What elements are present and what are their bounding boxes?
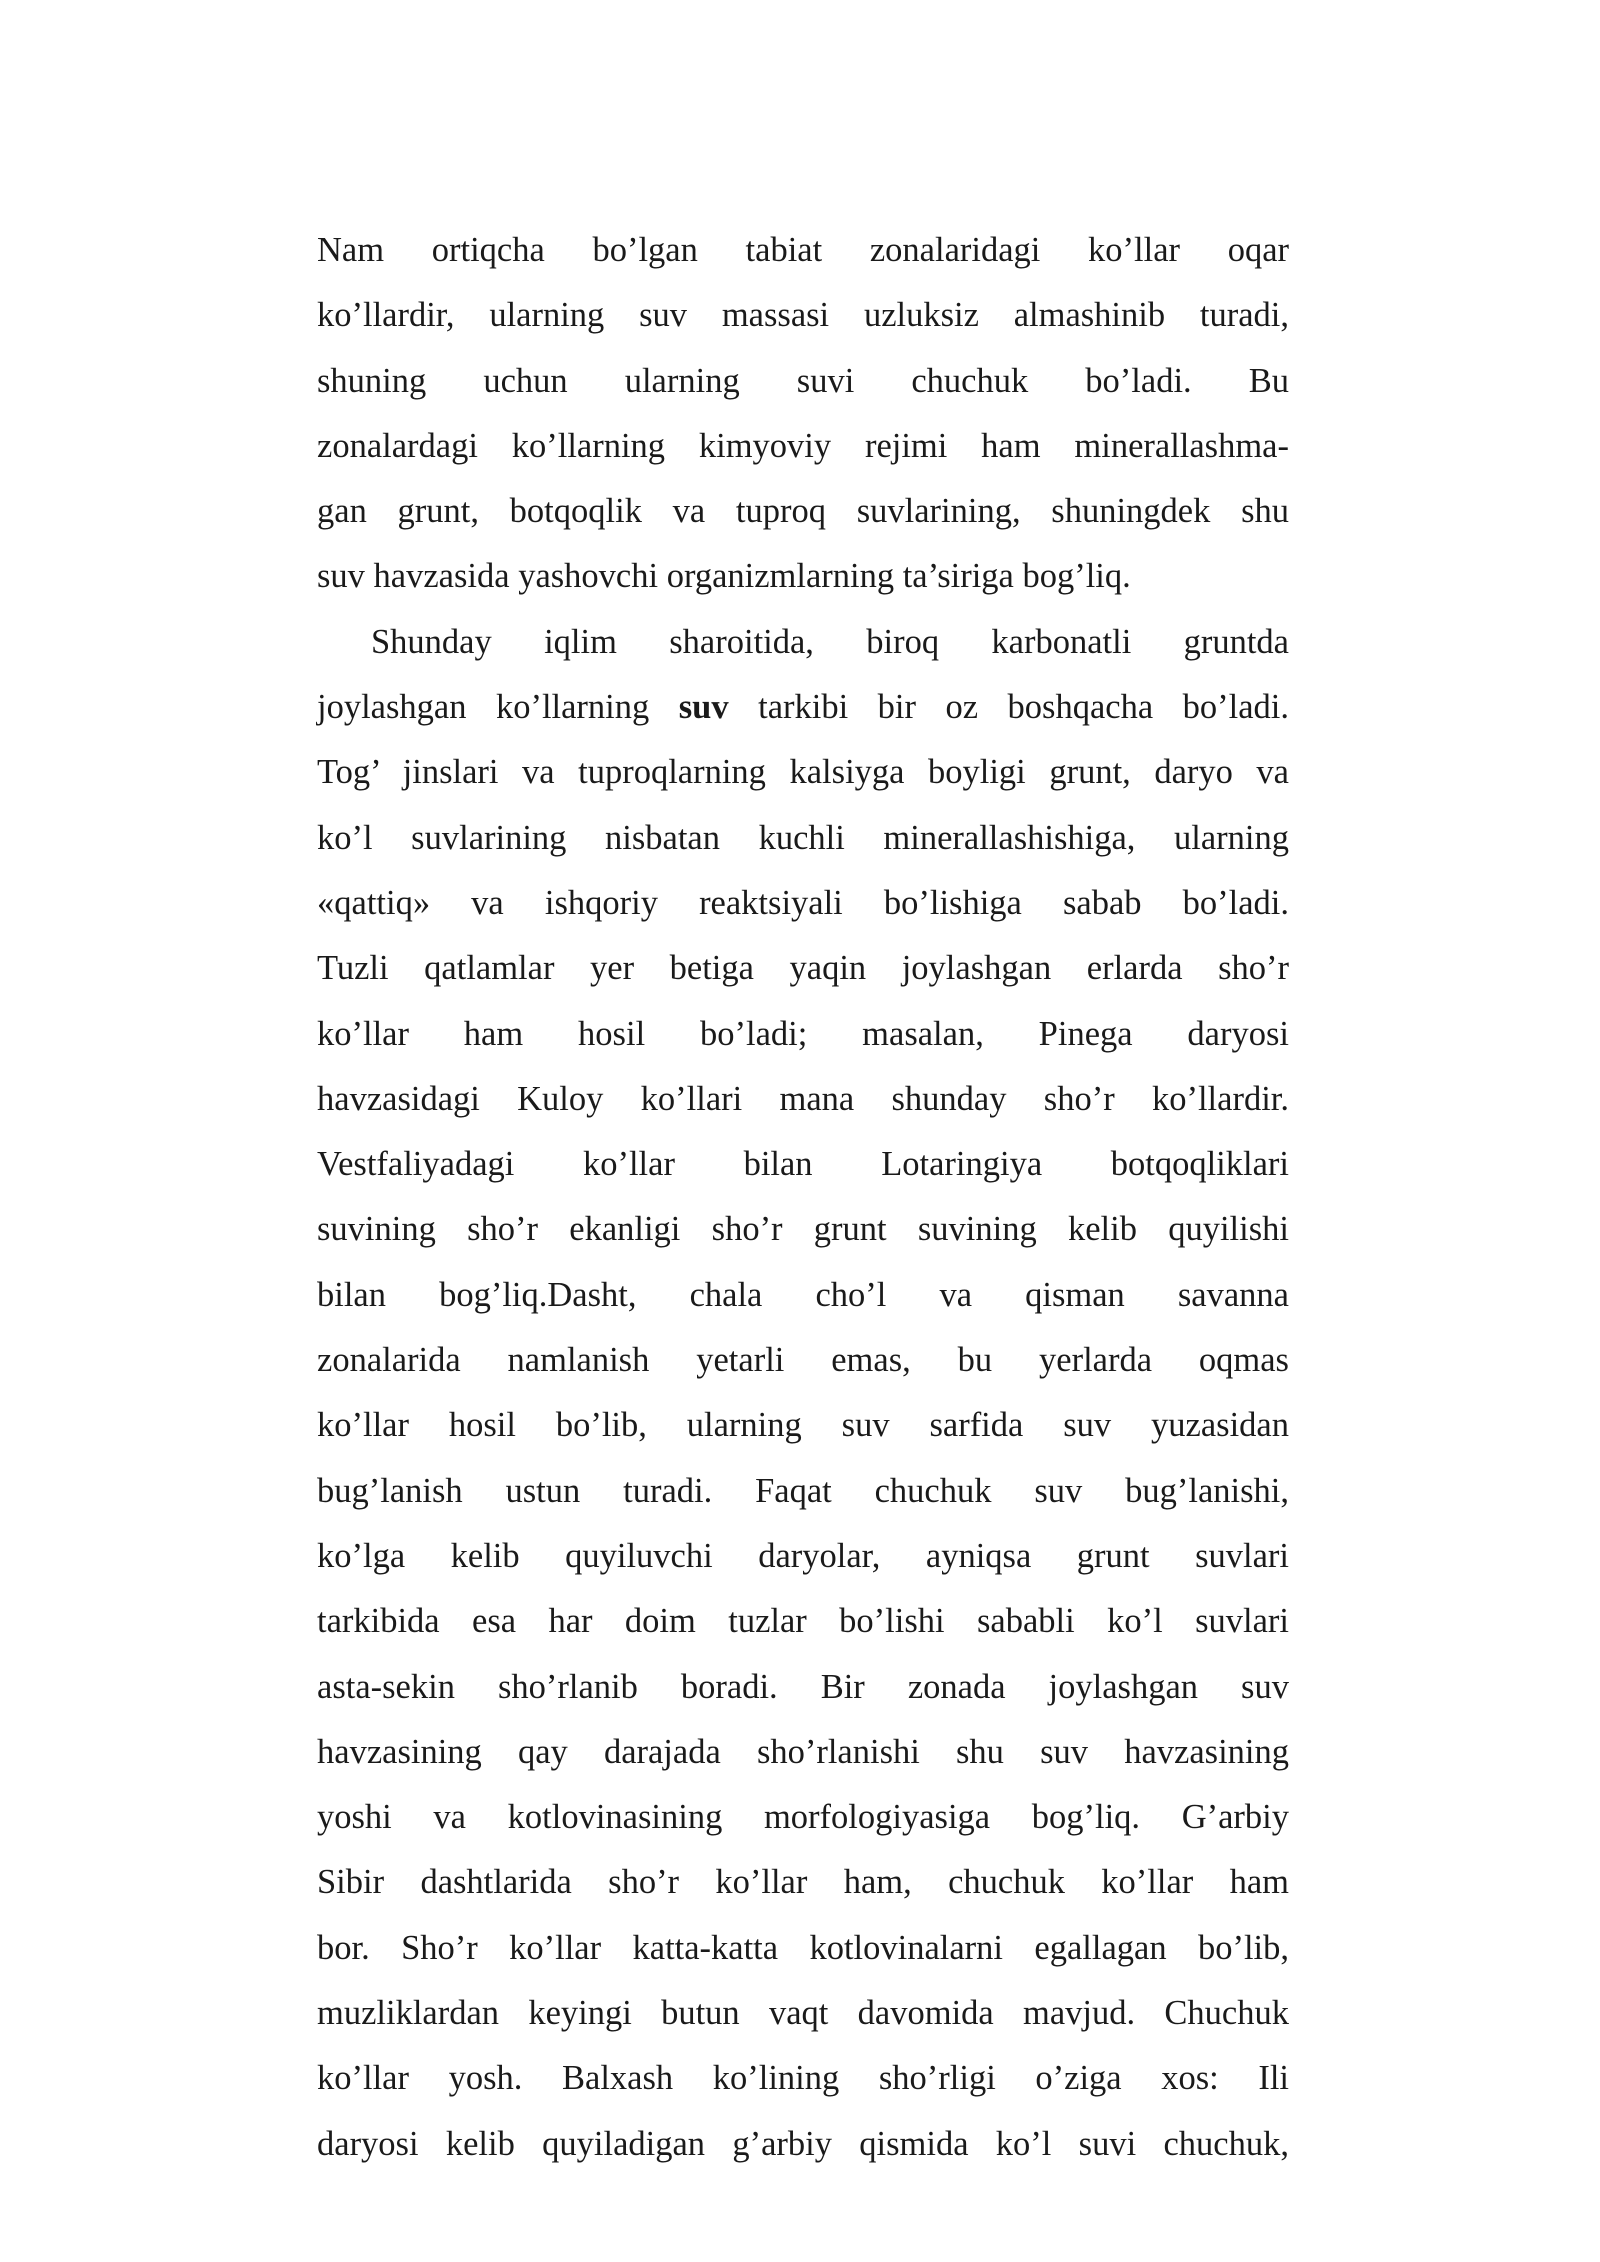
text-line: muzliklardan keyingi butun vaqt davomida mavjud. Chuchuk (317, 1994, 1289, 2033)
text-line: Sibir dashtlarida sho’r ko’llar ham, chuchuk ko’llar ham (317, 1863, 1289, 1902)
text-line: bug’lanish ustun turadi. Faqat chuchuk suv bug’lanishi, (317, 1471, 1289, 1510)
text-fragment: tarkibi bir oz boshqacha bo’ladi. (728, 688, 1289, 727)
text-fragment: joylashgan ko’llarning (317, 688, 679, 727)
body-text (317, 218, 1289, 2177)
text-line: bor. Sho’r ko’llar katta-katta kotlovinalarni egallagan bo’lib, (317, 1928, 1289, 1967)
text-line: shuning uchun ularning suvi chuchuk bo’ladi. Bu (317, 361, 1289, 400)
text-line: ko’llar yosh. Balxash ko’lining sho’rligi o’ziga xos: Ili (317, 2059, 1289, 2098)
text-line: Vestfaliyadagi ko’llar bilan Lotaringiya botqoqliklari (317, 1145, 1289, 1184)
text-line: suv havzasida yashovchi organizmlarning ta’siriga bog’liq. (317, 557, 1131, 596)
text-line: ko’lga kelib quyiluvchi daryolar, ayniqsa grunt suvlari (317, 1536, 1289, 1575)
text-line: Tog’ jinslari va tuproqlarning kalsiyga boyligi grunt, daryo va (317, 753, 1289, 792)
text-line: gan grunt, botqoqlik va tuproq suvlarining, shuningdek shu (317, 492, 1289, 531)
text-line: ko’llardir, ularning suv massasi uzluksiz almashinib turadi, (317, 296, 1289, 335)
text-line: zonalarida namlanish yetarli emas, bu yerlarda oqmas (317, 1341, 1289, 1380)
text-line: bilan bog’liq.Dasht, chala cho’l va qisman savanna (317, 1275, 1289, 1314)
text-line: tarkibida esa har doim tuzlar bo’lishi sababli ko’l suvlari (317, 1602, 1289, 1641)
text-line: havzasidagi Kuloy ko’llari mana shunday sho’r ko’llardir. (317, 1079, 1289, 1118)
paragraph-1 (317, 218, 1289, 610)
text-line: asta-sekin sho’rlanib boradi. Bir zonada joylashgan suv (317, 1667, 1289, 1706)
text-line: ko’llar ham hosil bo’ladi; masalan, Pinega daryosi (317, 1014, 1289, 1053)
text-line: zonalardagi ko’llarning kimyoviy rejimi ham minerallashma- (317, 426, 1289, 465)
text-line: Nam ortiqcha bo’lgan tabiat zonalaridagi ko’llar oqar (317, 231, 1289, 269)
paragraph-2 (317, 610, 1289, 2177)
text-line (317, 675, 1289, 740)
text-line: «qattiq» va ishqoriy reaktsiyali bo’lishiga sabab bo’ladi. (317, 883, 1289, 922)
text-line: yoshi va kotlovinasining morfologiyasiga bog’liq. G’arbiy (317, 1798, 1289, 1837)
text-line: havzasining qay darajada sho’rlanishi shu suv havzasining (317, 1732, 1289, 1771)
text-line: daryosi kelib quyiladigan g’arbiy qismida ko’l suvi chuchuk, (317, 2124, 1289, 2163)
text-line: ko’llar hosil bo’lib, ularning suv sarfida suv yuzasidan (317, 1406, 1289, 1445)
text-line: ko’l suvlarining nisbatan kuchli minerallashishiga, ularning (317, 818, 1289, 857)
bold-word: suv (678, 688, 729, 727)
text-line: Tuzli qatlamlar yer betiga yaqin joylashgan erlarda sho’r (317, 949, 1289, 988)
text-line: suvining sho’r ekanligi sho’r grunt suvining kelib quyilishi (317, 1210, 1289, 1249)
text-line: Shunday iqlim sharoitida, biroq karbonatli gruntda (371, 622, 1289, 661)
